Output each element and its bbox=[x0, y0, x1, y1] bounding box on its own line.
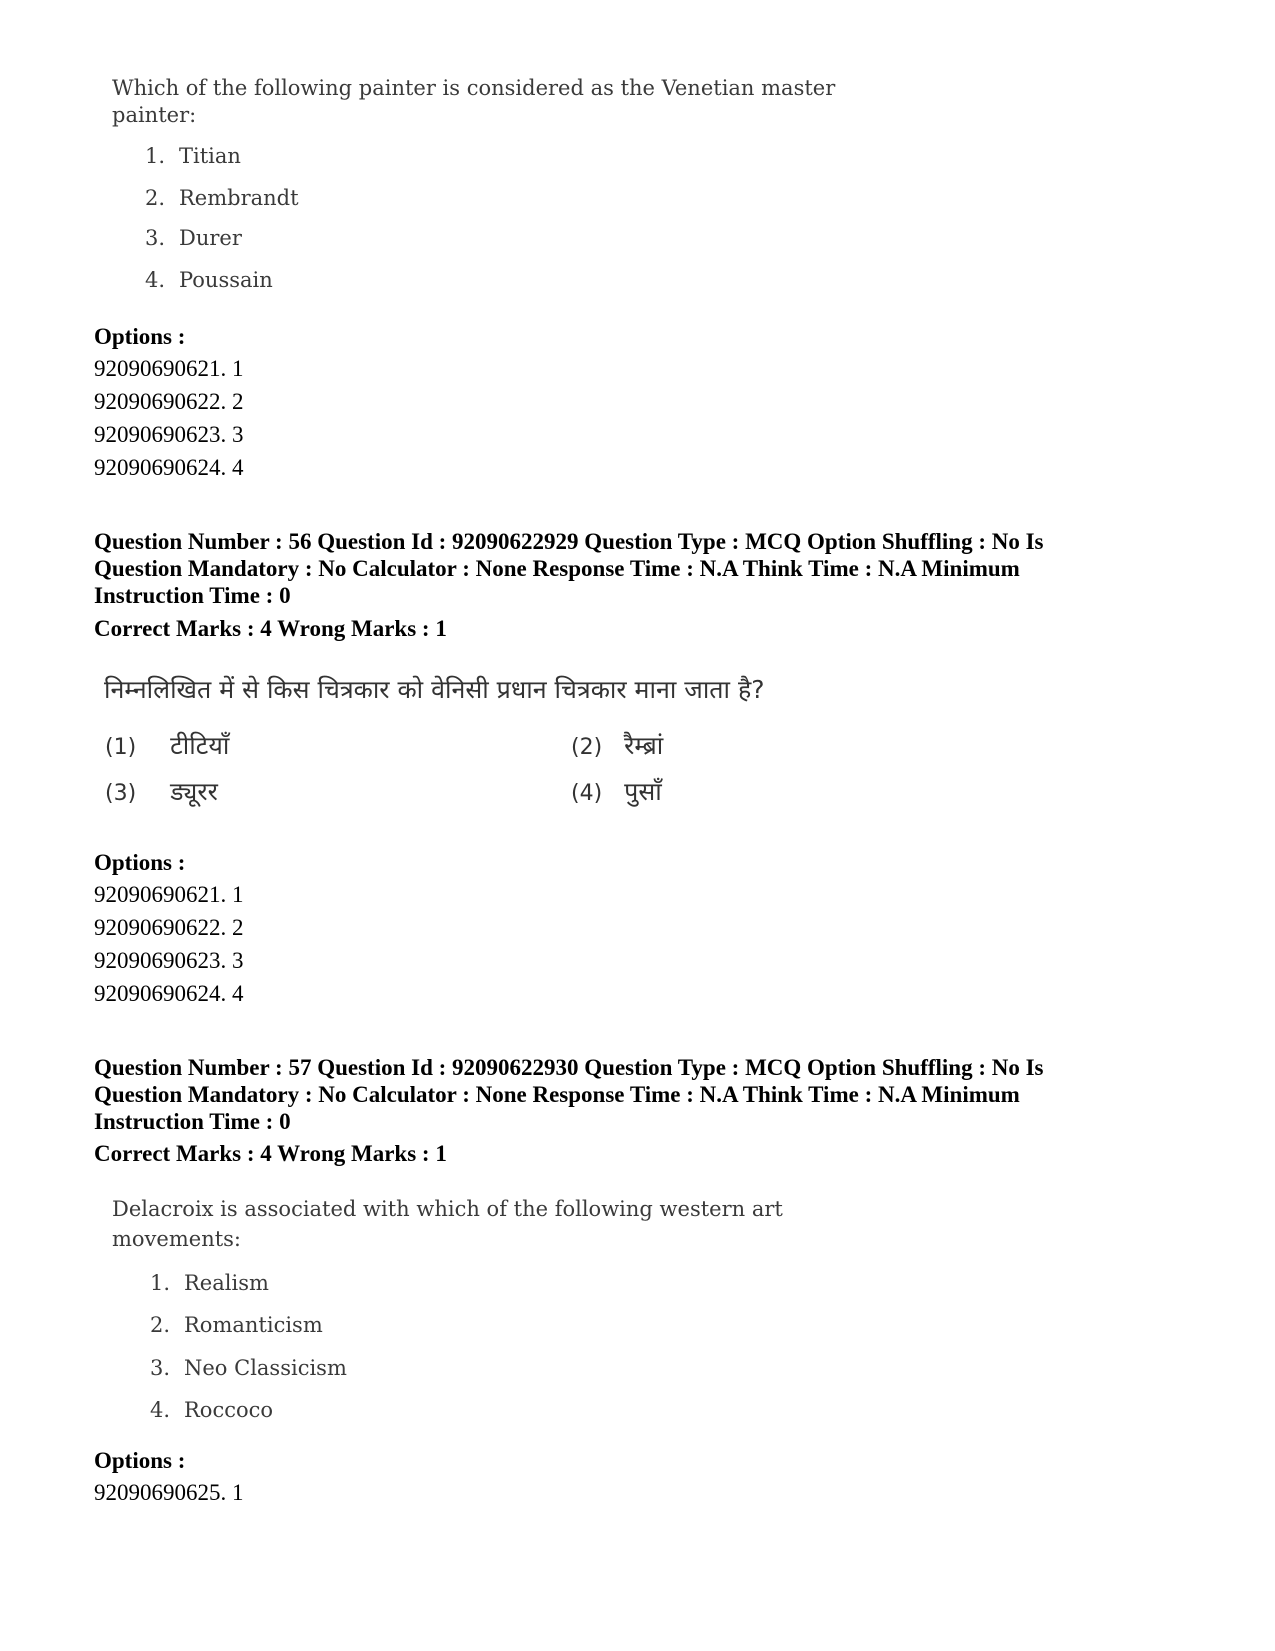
q55-options-label: Options : bbox=[94, 324, 186, 349]
q57-options-label: Options : bbox=[94, 1448, 186, 1473]
q57-header bbox=[94, 1054, 1044, 1135]
q55-choice-4: 4. Poussain bbox=[145, 268, 273, 292]
q57-question-line: movements: bbox=[112, 1227, 242, 1251]
q55-options-list bbox=[94, 352, 244, 484]
option-line: 92090690622. 2 bbox=[94, 915, 244, 940]
q57-question-text bbox=[112, 1194, 783, 1254]
q55-choice-2: 2. Rembrandt bbox=[145, 186, 299, 210]
q56-options-list bbox=[94, 878, 244, 1010]
q55-choice-3: 3. Durer bbox=[145, 226, 242, 250]
q57-question-line: Delacroix is associated with which of the following western art bbox=[112, 1197, 783, 1221]
q57-marks: Correct Marks : 4 Wrong Marks : 1 bbox=[94, 1141, 447, 1166]
q57-choice-2: 2. Romanticism bbox=[150, 1313, 323, 1337]
option-line: 92090690623. 3 bbox=[94, 948, 244, 973]
option-line: 92090690622. 2 bbox=[94, 389, 244, 414]
q56-hindi-choice-4: (4) पुसाँ bbox=[571, 777, 662, 806]
q57-header-line: Instruction Time : 0 bbox=[94, 1109, 291, 1134]
option-line: 92090690621. 1 bbox=[94, 356, 244, 381]
q56-hindi-choice-3: (3) ड्यूरर bbox=[105, 777, 218, 806]
q56-hindi-question: निम्नलिखित में से किस चित्रकार को वेनिसी प्रधान चित्रकार माना जाता है? bbox=[104, 675, 765, 704]
q56-header-line: Instruction Time : 0 bbox=[94, 583, 291, 608]
q56-hindi-choice-2: (2) रैम्ब्रां bbox=[571, 731, 664, 760]
q56-marks: Correct Marks : 4 Wrong Marks : 1 bbox=[94, 616, 447, 641]
q56-hindi-choice-1: (1) टीटियाँ bbox=[105, 731, 230, 760]
option-line: 92090690621. 1 bbox=[94, 882, 244, 907]
q56-options-label: Options : bbox=[94, 850, 186, 875]
q57-choice-3: 3. Neo Classicism bbox=[150, 1356, 347, 1380]
q56-header-line: Question Number : 56 Question Id : 92090622929 Question Type : MCQ Option Shuffling : No Is bbox=[94, 529, 1044, 554]
q57-options-list bbox=[94, 1476, 244, 1509]
q55-question-text bbox=[112, 73, 835, 130]
q57-header-line: Question Mandatory : No Calculator : None Response Time : N.A Think Time : N.A Minimum bbox=[94, 1082, 1020, 1107]
q55-question-line: painter: bbox=[112, 103, 197, 127]
q57-choice-1: 1. Realism bbox=[150, 1271, 269, 1295]
option-line: 92090690623. 3 bbox=[94, 422, 244, 447]
option-line: 92090690624. 4 bbox=[94, 981, 244, 1006]
q57-header-line: Question Number : 57 Question Id : 92090622930 Question Type : MCQ Option Shuffling : No Is bbox=[94, 1055, 1044, 1080]
q55-choice-1: 1. Titian bbox=[145, 144, 241, 168]
q56-header-line: Question Mandatory : No Calculator : None Response Time : N.A Think Time : N.A Minimum bbox=[94, 556, 1020, 581]
q55-question-line: Which of the following painter is considered as the Venetian master bbox=[112, 76, 836, 100]
option-line: 92090690624. 4 bbox=[94, 455, 244, 480]
option-line: 92090690625. 1 bbox=[94, 1480, 244, 1505]
q57-choice-4: 4. Roccoco bbox=[150, 1398, 274, 1422]
q56-header bbox=[94, 528, 1044, 609]
